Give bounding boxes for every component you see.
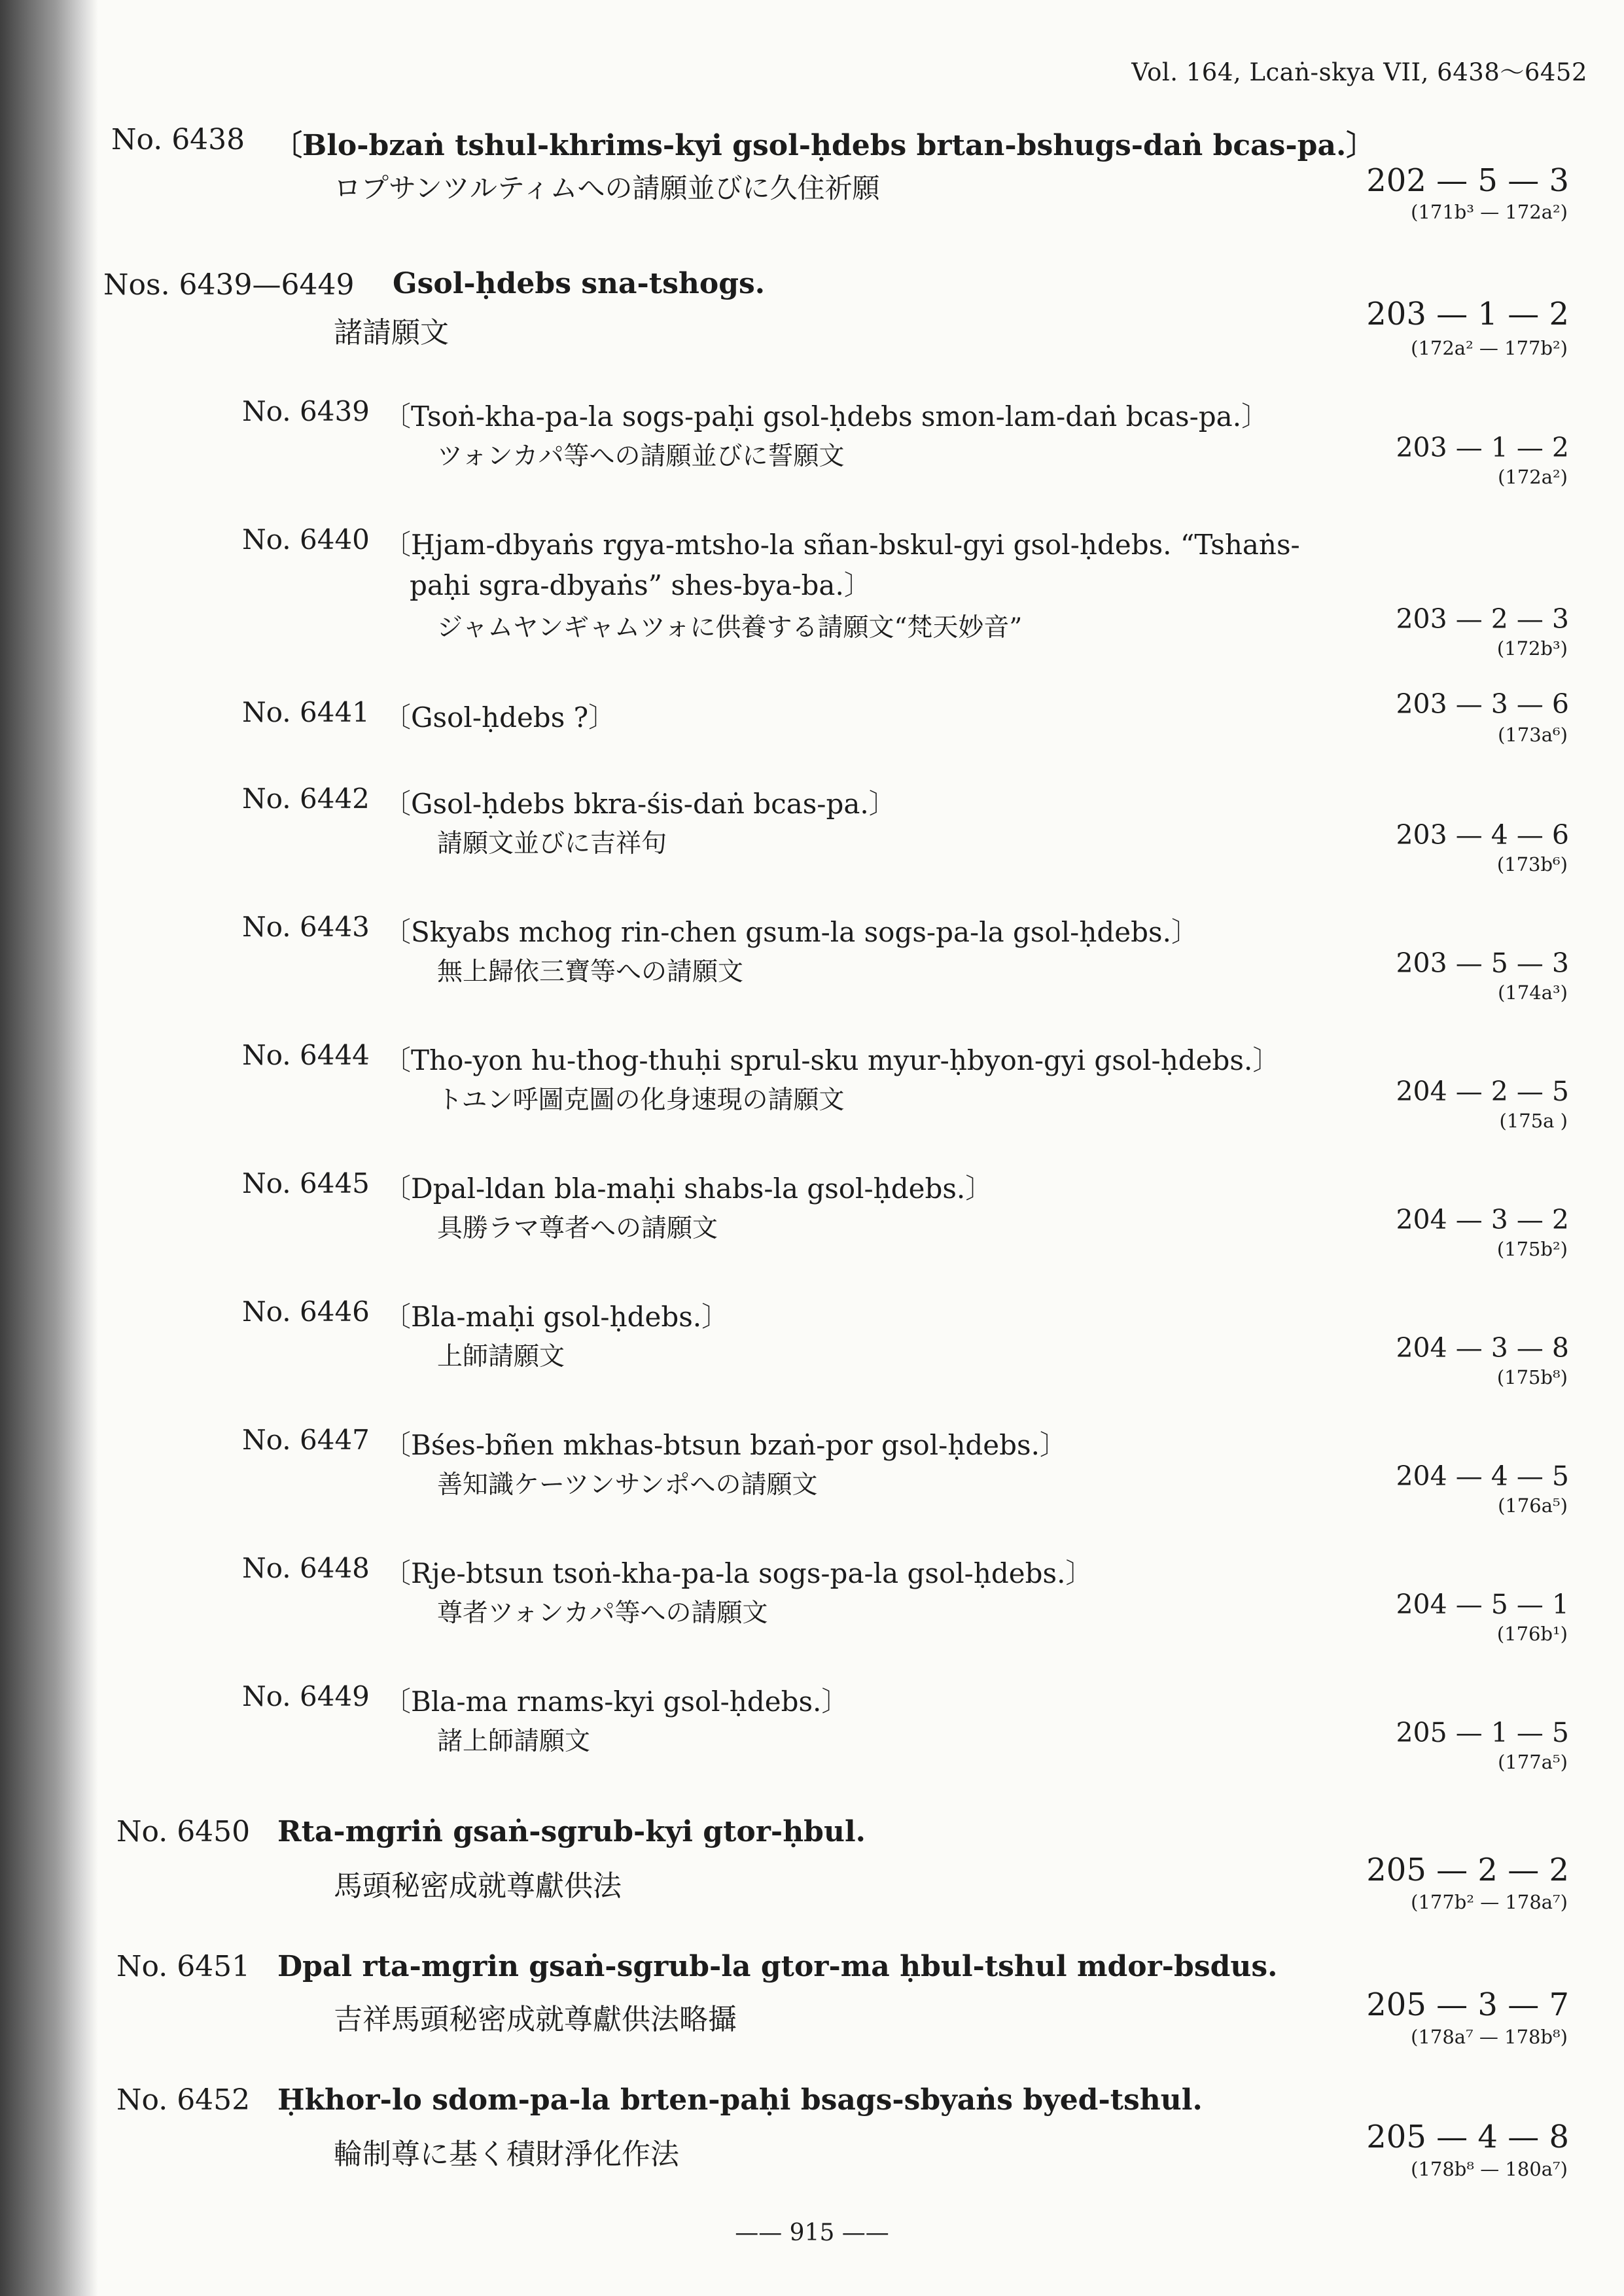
entry-reference: 204 — 3 — 2 <box>1396 1204 1569 1235</box>
entry-number: No. 6449 <box>242 1680 370 1712</box>
page-number: —— 915 —— <box>735 2219 889 2246</box>
entry-title: 〔Rje-btsun tsoṅ-kha-pa-la sogs-pa-la gsol-ḥdebs.〕 <box>383 1557 1093 1589</box>
entry-folio-range: (177a⁵) <box>1498 1751 1568 1773</box>
entry-folio-range: (171b³ — 172a²) <box>1411 201 1568 223</box>
entry-japanese: ロプサンツルティムへの請願並びに久住祈願 <box>334 172 880 204</box>
entry-number: No. 6448 <box>242 1552 370 1584</box>
entry-folio-range: (175b²) <box>1496 1238 1568 1260</box>
entry-reference: 205 — 3 — 7 <box>1366 1987 1569 2023</box>
entry-reference: 204 — 5 — 1 <box>1396 1589 1569 1620</box>
entry-number: No. 6446 <box>242 1296 370 1328</box>
entry-japanese: 上師請願文 <box>437 1342 565 1371</box>
entry-japanese: 諸上師請願文 <box>437 1727 591 1756</box>
entry-japanese: 請願文並びに吉祥句 <box>437 829 667 858</box>
entry-folio-range: (173a⁶) <box>1498 724 1568 746</box>
entry-title: 〔Skyabs mchog rin-chen gsum-la sogs-pa-la gsol-ḥdebs.〕 <box>383 916 1199 948</box>
entry-folio-range: (172a²) <box>1498 466 1568 488</box>
entry-folio-range: (178b⁸ — 180a⁷) <box>1411 2158 1568 2180</box>
entry-title: 〔Bla-maḥi gsol-ḥdebs.〕 <box>383 1301 730 1333</box>
entry-japanese: 吉祥馬頭秘密成就尊獻供法略攝 <box>334 2003 737 2036</box>
scan-binding-shadow <box>0 0 98 2296</box>
entry-reference: 204 — 4 — 5 <box>1396 1460 1569 1492</box>
entry-japanese: 無上歸依三寶等への請願文 <box>437 957 744 987</box>
entry-number: No. 6441 <box>242 696 370 728</box>
entry-reference: 205 — 1 — 5 <box>1396 1717 1569 1748</box>
entry-number: No. 6447 <box>242 1424 370 1456</box>
entry-title: 〔Tho-yon hu-thog-thuḥi sprul-sku myur-ḥbyon-gyi gsol-ḥdebs.〕 <box>383 1044 1280 1076</box>
entry-reference: 203 — 4 — 6 <box>1396 819 1569 851</box>
entry-japanese: トユン呼圖克圖の化身速現の請願文 <box>437 1086 845 1115</box>
entry-number: No. 6452 <box>116 2083 251 2117</box>
entry-number: No. 6438 <box>111 123 245 156</box>
running-head: Vol. 164, Lcaṅ-skya VII, 6438～6452 <box>1131 58 1587 86</box>
entry-folio-range: (174a³) <box>1498 981 1568 1004</box>
entry-folio-range: (172a² — 177b²) <box>1411 337 1568 359</box>
entry-japanese: 具勝ラマ尊者への請願文 <box>437 1214 718 1243</box>
entry-folio-range: (173b⁶) <box>1496 853 1568 875</box>
entry-reference: 203 — 1 — 2 <box>1396 432 1569 463</box>
entry-title: 〔Tsoṅ-kha-pa-la sogs-paḥi gsol-ḥdebs smon-lam-daṅ bcas-pa.〕 <box>383 400 1269 433</box>
entry-number: No. 6451 <box>116 1950 251 1983</box>
entry-japanese: ジャムヤンギャムツォに供養する請願文“梵天妙音” <box>437 613 1023 643</box>
entry-folio-range: (176a⁵) <box>1498 1494 1568 1517</box>
entry-title: 〔Gsol-ḥdebs bkra-śis-daṅ bcas-pa.〕 <box>383 788 896 820</box>
entry-number: No. 6444 <box>242 1039 370 1071</box>
entry-reference: 203 — 1 — 2 <box>1366 296 1569 332</box>
entry-title: 〔Bśes-bñen mkhas-btsun bzaṅ-por gsol-ḥdebs.〕 <box>383 1429 1067 1461</box>
entry-reference: 204 — 3 — 8 <box>1396 1332 1569 1364</box>
entry-reference: 203 — 3 — 6 <box>1396 688 1569 720</box>
entry-folio-range: (178a⁷ — 178b⁸) <box>1411 2026 1568 2048</box>
entry-japanese: 善知識ケーツンサンポへの請願文 <box>437 1470 818 1500</box>
entry-title: Dpal rta-mgrin gsaṅ-sgrub-la gtor-ma ḥbul-tshul mdor-bsdus. <box>277 1950 1278 1983</box>
entry-japanese: 輪制尊に基く積財淨化作法 <box>334 2138 679 2171</box>
entry-japanese: 尊者ツォンカパ等への請願文 <box>437 1598 768 1628</box>
entry-japanese: 馬頭秘密成就尊獻供法 <box>334 1869 622 1903</box>
entry-number: Nos. 6439—6449 <box>103 268 355 302</box>
entry-title: 〔Dpal-ldan bla-maḥi shabs-la gsol-ḥdebs.〕 <box>383 1173 993 1205</box>
entry-number: No. 6442 <box>242 783 370 815</box>
entry-number: No. 6439 <box>242 395 370 427</box>
entry-number: No. 6450 <box>116 1815 251 1848</box>
entry-title: 〔Blo-bzaṅ tshul-khrims-kyi gsol-ḥdebs brtan-bshugs-daṅ bcas-pa.〕 <box>274 129 1375 162</box>
entry-title: Gsol-ḥdebs sna-tshogs. <box>393 267 766 300</box>
entry-title: Rta-mgriṅ gsaṅ-sgrub-kyi gtor-ḥbul. <box>277 1815 866 1848</box>
entry-japanese: 諸請願文 <box>334 316 449 349</box>
entry-reference: 203 — 5 — 3 <box>1396 947 1569 979</box>
entry-title-continuation: paḥi sgra-dbyaṅs” shes-bya-ba.〕 <box>410 569 872 601</box>
entry-title: 〔Bla-ma rnams-kyi gsol-ḥdebs.〕 <box>383 1686 849 1718</box>
entry-reference: 205 — 4 — 8 <box>1366 2119 1569 2155</box>
entry-reference: 203 — 2 — 3 <box>1396 603 1569 635</box>
entry-folio-range: (172b³) <box>1496 637 1568 660</box>
entry-folio-range: (176b¹) <box>1496 1623 1568 1645</box>
entry-title: Ḥkhor-lo sdom-pa-la brten-paḥi bsags-sbyaṅs byed-tshul. <box>277 2083 1203 2117</box>
entry-title: 〔Ḥjam-dbyaṅs rgya-mtsho-la sñan-bskul-gyi gsol-ḥdebs. “Tshaṅs- <box>383 529 1300 561</box>
entry-reference: 204 — 2 — 5 <box>1396 1076 1569 1107</box>
entry-reference: 205 — 2 — 2 <box>1366 1852 1569 1888</box>
entry-reference: 202 — 5 — 3 <box>1366 162 1569 199</box>
entry-number: No. 6443 <box>242 911 370 943</box>
entry-japanese: ツォンカパ等への請願並びに誓願文 <box>437 442 845 471</box>
entry-folio-range: (177b² — 178a⁷) <box>1411 1891 1568 1913</box>
entry-folio-range: (175a ) <box>1499 1110 1568 1132</box>
entry-number: No. 6445 <box>242 1167 370 1199</box>
entry-title: 〔Gsol-ḥdebs ?〕 <box>383 701 616 733</box>
entry-folio-range: (175b⁸) <box>1496 1366 1568 1388</box>
entry-number: No. 6440 <box>242 523 370 556</box>
